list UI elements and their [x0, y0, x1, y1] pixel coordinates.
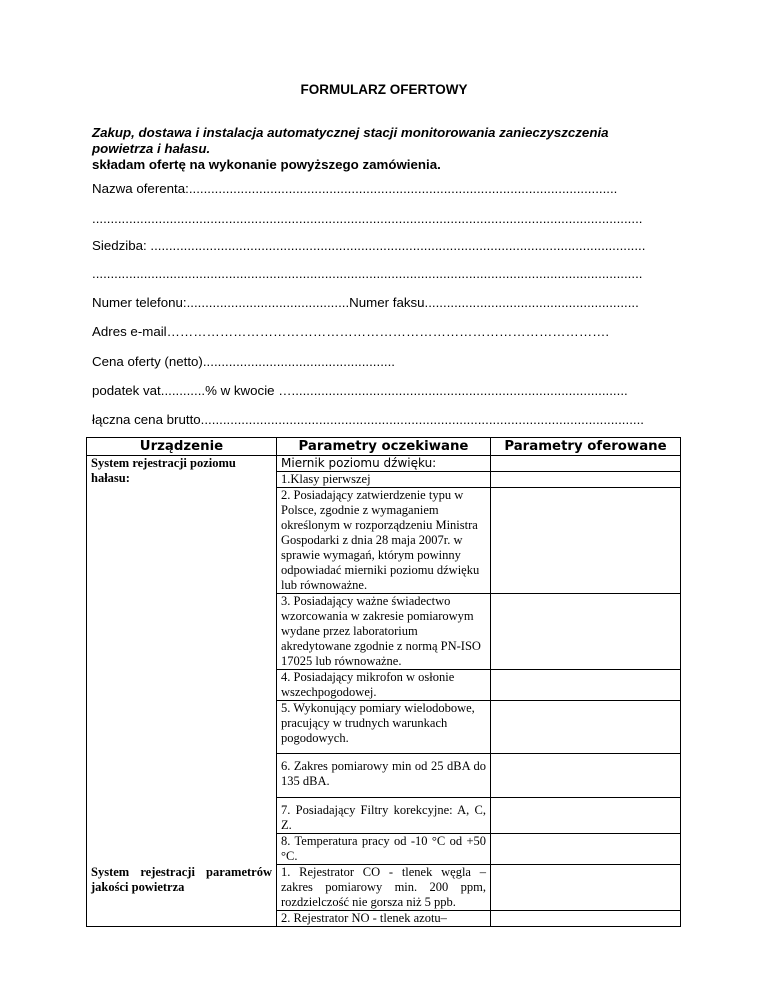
offer-statement: składam ofertę na wykonanie powyższego zamówienia. — [92, 157, 441, 172]
param-text: 5. Wykonujący pomiary wielodobowe, pracujący w trudnych warunkach pogodowych. — [281, 701, 475, 745]
specification-table — [86, 437, 681, 927]
field-vat[interactable]: podatek vat............% w kwocie …........................................................................................... — [92, 383, 628, 398]
offered-cell[interactable] — [491, 754, 681, 798]
device-cell-air — [87, 865, 277, 927]
order-subject: Zakup, dostawa i instalacja automatycznej stacji monitorowania zanieczyszczenia powietrza i hałasu. — [92, 125, 609, 156]
param-text: Miernik poziomu dźwięku: — [281, 456, 437, 470]
table-row — [87, 456, 681, 472]
param-text: 2. Posiadający zatwierdzenie typu w Polsce, zgodnie z wymaganiem określonym w rozporządzeniu Ministra Gospodarki z dnia 28 maja 2007r. w sprawie wymagań, którym powinny odpowiadać mierniki poziomu dźwięku lub równoważne. — [281, 488, 480, 592]
param-cell — [277, 798, 491, 834]
param-text: 4. Posiadający mikrofon w osłonie wszechpogodowej. — [281, 670, 455, 699]
offered-cell[interactable] — [491, 701, 681, 754]
offered-cell[interactable] — [491, 834, 681, 865]
header-expected-params: Parametry oczekiwane — [277, 438, 491, 456]
param-cell — [277, 865, 491, 911]
field-gross-price[interactable]: łączna cena brutto........................................................................................................................ — [92, 412, 644, 427]
param-cell — [277, 670, 491, 701]
offered-cell[interactable] — [491, 456, 681, 472]
param-text: 2. Rejestrator NO - tlenek azotu– — [281, 911, 447, 925]
table-row — [87, 865, 681, 911]
param-text: 6. Zakres pomiarowy min od 25 dBA do 135 dBA. — [281, 759, 486, 788]
field-seat-continued[interactable]: ..................................................................................................................................................... — [92, 266, 643, 281]
header-device: Urządzenie — [87, 438, 277, 456]
param-cell — [277, 834, 491, 865]
field-offeror-name[interactable]: Nazwa oferenta:.................................................................................................................... — [92, 181, 618, 196]
param-cell — [277, 456, 491, 472]
field-email[interactable]: Adres e-mail………………………………………………………………………………………. — [92, 324, 610, 339]
param-cell — [277, 472, 491, 488]
field-offeror-name-continued[interactable]: ..................................................................................................................................................... — [92, 211, 643, 226]
param-cell — [277, 594, 491, 670]
param-cell — [277, 911, 491, 927]
param-cell — [277, 488, 491, 594]
field-phone-fax[interactable]: Numer telefonu:............................................Numer faksu.......................................................... — [92, 295, 639, 310]
device-air-label: System rejestracji parametrów jakości powietrza — [91, 864, 272, 894]
field-seat[interactable]: Siedziba: ...................................................................................................................................... — [92, 238, 646, 253]
param-text: 8. Temperatura pracy od -10 °C od +50 °C. — [281, 834, 486, 863]
offered-cell[interactable] — [491, 488, 681, 594]
header-offered-params: Parametry oferowane — [491, 438, 681, 456]
offered-cell[interactable] — [491, 472, 681, 488]
form-title: FORMULARZ OFERTOWY — [300, 82, 468, 97]
param-text: 7. Posiadający Filtry korekcyjne: A, C, Z. — [281, 803, 486, 832]
offered-cell[interactable] — [491, 670, 681, 701]
field-net-price[interactable]: Cena oferty (netto).................................................... — [92, 354, 395, 369]
device-noise-label: System rejestracji poziomu hałasu: — [91, 456, 236, 485]
offered-cell[interactable] — [491, 594, 681, 670]
param-cell — [277, 754, 491, 798]
param-text: 3. Posiadający ważne świadectwo wzorcowania w zakresie pomiarowym wydane przez laboratorium akredytowane zgodnie z normą PN-ISO 17025 lub równoważne. — [281, 594, 481, 668]
offered-cell[interactable] — [491, 911, 681, 927]
param-text: 1. Rejestrator CO - tlenek węgla – zakres pomiarowy min. 200 ppm, rozdzielczość nie gorsza niż 5 ppb. — [281, 865, 486, 909]
param-text: 1.Klasy pierwszej — [281, 472, 371, 486]
offered-cell[interactable] — [491, 865, 681, 911]
device-cell-noise — [87, 456, 277, 865]
param-cell — [277, 701, 491, 754]
offered-cell[interactable] — [491, 798, 681, 834]
table-header-row — [87, 438, 681, 456]
